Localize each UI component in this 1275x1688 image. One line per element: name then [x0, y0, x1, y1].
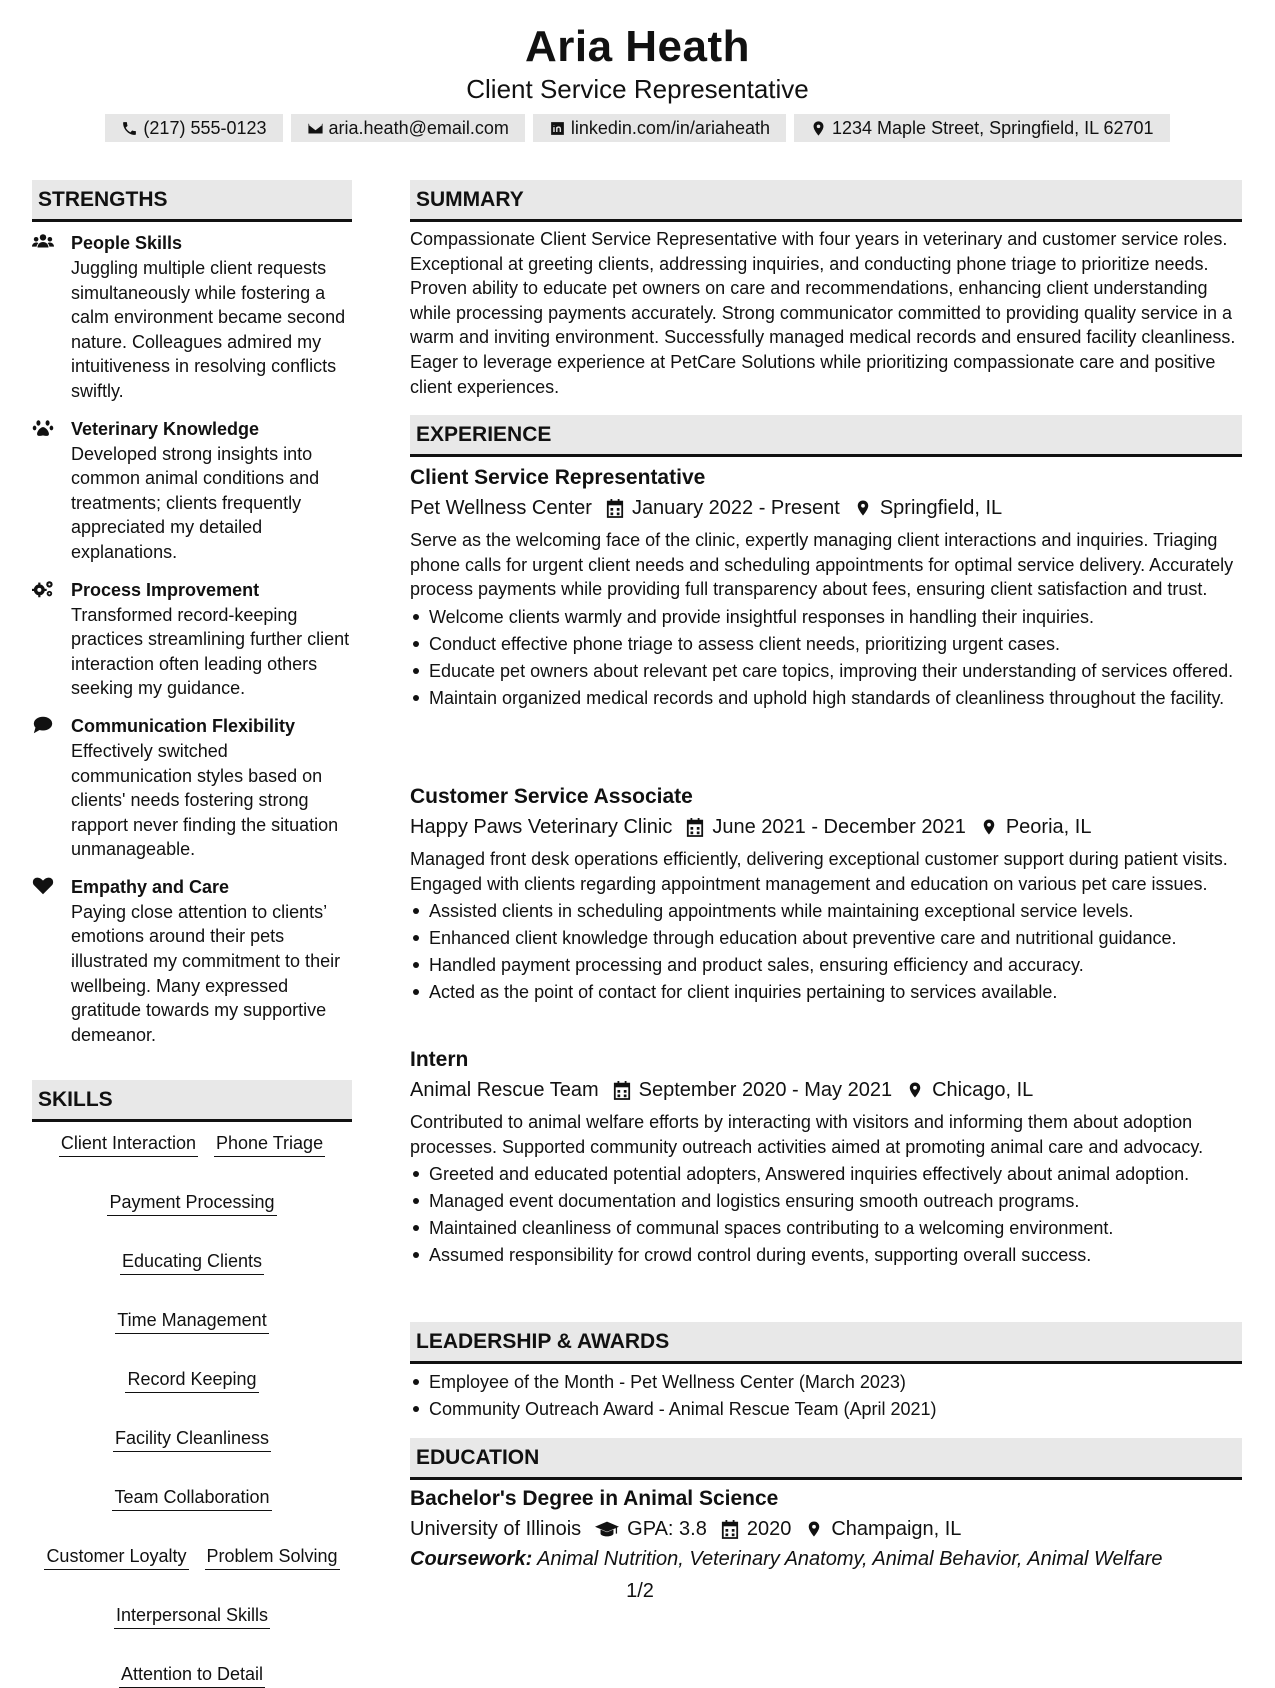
strength-title: People Skills: [71, 233, 183, 253]
strength-item: [32, 230, 352, 404]
strength-desc: Juggling multiple client requests simultaneously while fostering a calm environment became second nature. Colleagues admired my intuitiveness in resolving conflicts swiftly.: [71, 258, 346, 401]
education-heading: EDUCATION: [410, 1438, 1242, 1480]
phone-text: (217) 555-0123: [143, 117, 267, 138]
bullet-item: Acted as the point of contact for client inquiries pertaining to services available.: [410, 980, 1242, 1004]
calendar-icon: [721, 1519, 739, 1539]
company-name: Pet Wellness Center: [410, 497, 592, 519]
job-entry: [410, 782, 1242, 1004]
strength-desc: Paying close attention to clients’ emotions around their pets illustrated my commitment to their wellbeing. Many expressed gratitude towards my supportive demeanor.: [71, 901, 341, 1045]
experience-heading: EXPERIENCE: [410, 415, 1242, 457]
phone-icon: [121, 120, 138, 137]
cogs-icon: [32, 579, 56, 599]
job-description: Contributed to animal welfare efforts by interacting with visitors and informing them about adoption processes. Supported community outreach activities aimed at promoting animal care and advocacy.: [410, 1112, 1204, 1157]
contact-address: [794, 114, 1170, 142]
map-pin-icon: [805, 1519, 823, 1539]
job-dates: September 2020 - May 2021: [638, 1079, 893, 1101]
education-section: [410, 1484, 1242, 1574]
address-text: 1234 Maple Street, Springfield, IL 62701: [832, 117, 1154, 138]
strength-item: [32, 577, 352, 701]
awards-list: [410, 1370, 1242, 1421]
award-item: Employee of the Month - Pet Wellness Center (March 2023): [410, 1370, 1242, 1394]
page-number: 1/2: [626, 1580, 654, 1602]
job-dates: June 2021 - December 2021: [712, 816, 966, 838]
strength-desc: Developed strong insights into common animal conditions and treatments; clients frequently appreciated my detailed explanations.: [71, 443, 320, 562]
job-description: Managed front desk operations efficiently, delivering exceptional customer support during patient visits. Engaged with clients regarding appointment management and education on various pet care issues.: [410, 849, 1228, 894]
strength-desc: Effectively switched communication styles based on clients' needs fostering strong rapport never finding the situation unmanageable.: [71, 740, 339, 860]
skill-tag: Customer Loyalty: [44, 1543, 188, 1570]
linkedin-text: linkedin.com/in/ariaheath: [570, 117, 770, 138]
job-meta: [410, 1075, 1242, 1105]
job-title: Client Service Representative: [410, 466, 706, 489]
awards-heading: LEADERSHIP & AWARDS: [410, 1322, 1242, 1364]
strength-item: [32, 416, 352, 565]
summary-section: [410, 227, 1242, 399]
job-dates: January 2022 - Present: [631, 497, 840, 519]
strengths-heading: STRENGTHS: [32, 180, 352, 222]
job-entry: [410, 463, 1242, 710]
strength-title: Veterinary Knowledge: [71, 418, 260, 439]
skill-tag: Problem Solving: [205, 1543, 340, 1570]
graduation-cap-icon: [595, 1519, 619, 1539]
skill-tag: Facility Cleanliness: [113, 1425, 271, 1452]
bullet-item: Handled payment processing and product sales, ensuring efficiency and accuracy.: [410, 953, 1242, 977]
heart-icon: [32, 876, 56, 896]
skill-tag: Client Interaction: [59, 1130, 198, 1157]
strength-title: Empathy and Care: [71, 876, 230, 897]
candidate-title: Client Service Representative: [466, 74, 809, 104]
job-bullets: [410, 605, 1242, 710]
contact-bar: [0, 114, 1275, 142]
bullet-item: Conduct effective phone triage to assess client needs, prioritizing urgent cases.: [410, 632, 1242, 656]
summary-heading: SUMMARY: [410, 180, 1242, 222]
map-pin-icon: [810, 120, 827, 137]
calendar-icon: [613, 1080, 631, 1100]
candidate-name: Aria Heath: [524, 22, 751, 71]
map-pin-icon: [906, 1080, 924, 1100]
linkedin-icon: [549, 120, 566, 137]
summary-text: Compassionate Client Service Representative with four years in veterinary and customer service roles. Exceptional at greeting clients, addressing inquiries, and conducting phone triage to prioritize needs. Proven ability to educate pet owners on care and recommendations, enhancing client understanding while processing payments accurately. Strong communicator committed to providing quality service in a warm and inviting environment. Successfully managed medical records and ensured facility cleanliness. Eager to leverage experience at PetCare Solutions while prioritizing compassionate care and positive client experiences.: [410, 229, 1236, 397]
job-meta: [410, 493, 1242, 523]
skill-tag: Time Management: [115, 1307, 268, 1334]
calendar-icon: [606, 498, 624, 518]
job-bullets: [410, 899, 1242, 1004]
strength-title: Communication Flexibility: [71, 715, 296, 736]
email-text: aria.heath@email.com: [328, 117, 509, 138]
skill-tag: Payment Processing: [107, 1189, 276, 1216]
skills-heading: SKILLS: [32, 1080, 352, 1122]
graduation-year: 2020: [746, 1518, 792, 1540]
bullet-item: Educate pet owners about relevant pet care topics, improving their understanding of services offered.: [410, 659, 1242, 683]
bullet-item: Maintain organized medical records and uphold high standards of cleanliness throughout the facility.: [410, 686, 1242, 710]
strengths-list: [32, 230, 352, 1059]
awards-section: [410, 1367, 1242, 1421]
users-icon: [32, 232, 56, 252]
skill-tag: Attention to Detail: [119, 1661, 265, 1688]
contact-phone: [105, 114, 282, 142]
strength-title: Process Improvement: [71, 579, 260, 600]
bullet-item: Assisted clients in scheduling appointments while maintaining exceptional service levels.: [410, 899, 1242, 923]
contact-email[interactable]: [291, 114, 525, 142]
job-title: Intern: [410, 1048, 469, 1071]
bullet-item: Assumed responsibility for crowd control during events, supporting overall success.: [410, 1243, 1242, 1267]
strength-item: [32, 713, 352, 862]
award-item: Community Outreach Award - Animal Rescue Team (April 2021): [410, 1397, 1242, 1421]
coursework-label: Coursework:: [410, 1548, 533, 1570]
calendar-icon: [686, 817, 704, 837]
bullet-item: Welcome clients warmly and provide insightful responses in handling their inquiries.: [410, 605, 1242, 629]
school-name: University of Illinois: [410, 1518, 582, 1540]
skill-tag: Educating Clients: [120, 1248, 264, 1275]
envelope-icon: [307, 120, 324, 137]
skill-tag: Phone Triage: [214, 1130, 325, 1157]
skill-tag: Team Collaboration: [112, 1484, 271, 1511]
bullet-item: Enhanced client knowledge through education about preventive care and nutritional guidance.: [410, 926, 1242, 950]
school-location: Champaign, IL: [831, 1518, 962, 1540]
skill-tag: Record Keeping: [125, 1366, 258, 1393]
job-location: Springfield, IL: [879, 497, 1003, 519]
speech-bubble-icon: [32, 715, 56, 735]
contact-linkedin[interactable]: [533, 114, 786, 142]
job-entry: [410, 1045, 1242, 1267]
map-pin-icon: [980, 817, 998, 837]
bullet-item: Greeted and educated potential adopters, Answered inquiries effectively about animal adoption.: [410, 1162, 1242, 1186]
job-bullets: [410, 1162, 1242, 1267]
coursework-list: Animal Nutrition, Veterinary Anatomy, Animal Behavior, Animal Welfare: [537, 1548, 1163, 1570]
strength-desc: Transformed record-keeping practices streamlining further client interaction often leading others seeking my guidance.: [71, 604, 350, 699]
job-meta: [410, 812, 1242, 842]
education-meta: [410, 1514, 1242, 1544]
job-title: Customer Service Associate: [410, 785, 693, 808]
company-name: Animal Rescue Team: [410, 1079, 599, 1101]
degree-title: Bachelor's Degree in Animal Science: [410, 1487, 779, 1510]
bullet-item: Maintained cleanliness of communal spaces contributing to a welcoming environment.: [410, 1216, 1242, 1240]
skill-tag: Interpersonal Skills: [114, 1602, 270, 1629]
bullet-item: Managed event documentation and logistics ensuring smooth outreach programs.: [410, 1189, 1242, 1213]
coursework: [410, 1544, 1242, 1574]
job-location: Peoria, IL: [1005, 816, 1092, 838]
company-name: Happy Paws Veterinary Clinic: [410, 816, 673, 838]
paw-icon: [32, 418, 56, 438]
job-description: Serve as the welcoming face of the clinic, expertly managing client interactions and inquiries. Triaging phone calls for urgent client needs and scheduling appointments for optimal service delivery. Accurately process payments while providing full transparency about fees, ensuring client satisfaction and trust.: [410, 530, 1234, 600]
job-location: Chicago, IL: [932, 1079, 1034, 1101]
map-pin-icon: [854, 498, 872, 518]
strength-item: [32, 874, 352, 1048]
skills-list: [32, 1130, 352, 1688]
gpa-text: GPA: 3.8: [627, 1518, 707, 1540]
